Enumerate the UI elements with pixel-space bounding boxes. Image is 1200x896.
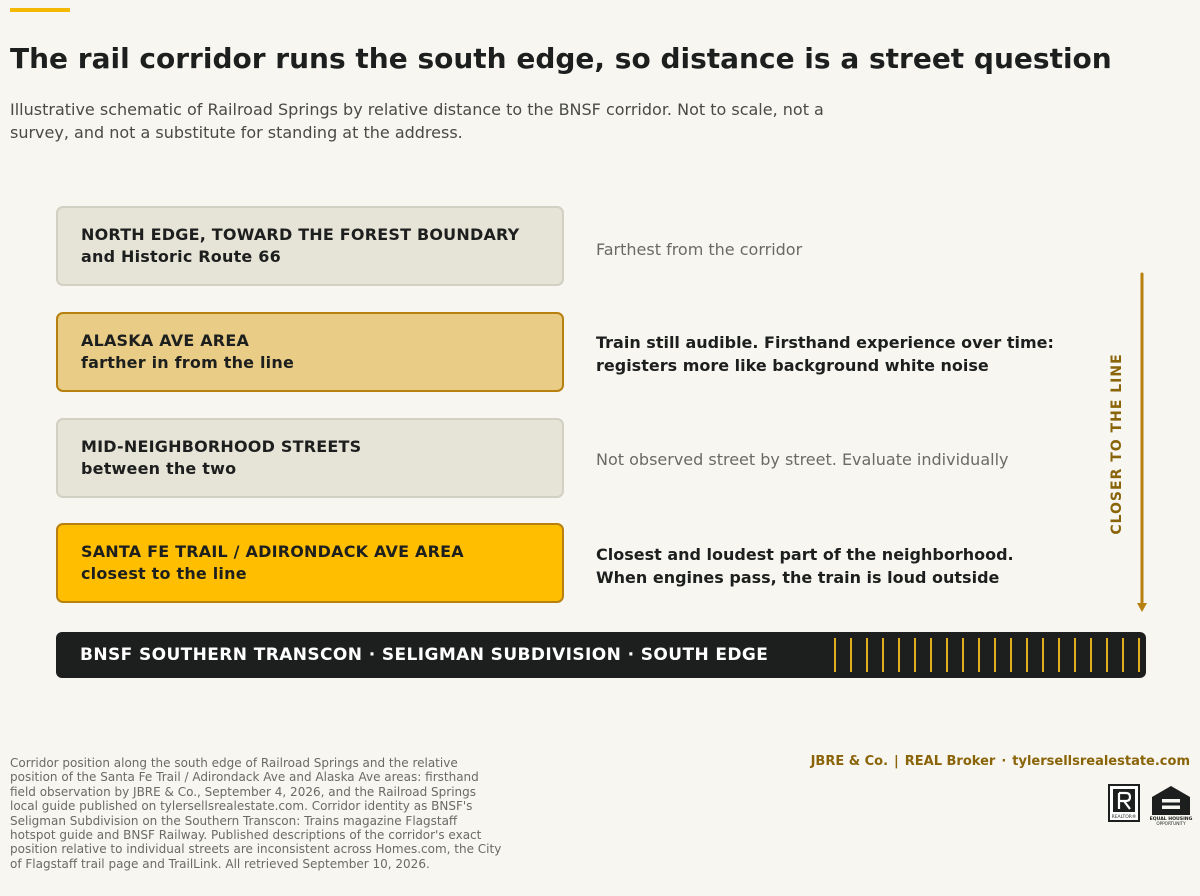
separator: · — [1001, 754, 1007, 769]
separator: | — [894, 754, 899, 769]
zone-title: SANTA FE TRAIL / ADIRONDACK AVE AREA — [81, 542, 464, 561]
zone-note-line: When engines pass, the train is loud outside — [596, 568, 1000, 587]
realtor-logo-icon — [1108, 784, 1140, 822]
accent-bar — [10, 8, 70, 12]
zone-subtitle: between the two — [81, 459, 237, 478]
rail-corridor-bar — [56, 632, 1146, 678]
zone-title: NORTH EDGE, TOWARD THE FOREST BOUNDARY — [81, 225, 520, 244]
realtor-logo-text: REALTOR® — [1111, 815, 1137, 820]
zone-note-line: registers more like background white noise — [596, 356, 989, 375]
broker-name: REAL Broker — [904, 754, 996, 769]
rail-ties-icon — [832, 632, 1146, 678]
zone-alaska-ave — [56, 312, 564, 392]
rail-label: BNSF SOUTHERN TRANSCON · SELIGMAN SUBDIVISION · SOUTH EDGE — [80, 645, 769, 665]
zone-title: MID-NEIGHBORHOOD STREETS — [81, 437, 362, 456]
zone-note-line: Closest and loudest part of the neighborhood. — [596, 545, 1014, 564]
equal-housing-text: EQUAL HOUSING — [1149, 817, 1193, 822]
zone-subtitle: closest to the line — [81, 564, 247, 583]
source-note: Corridor position along the south edge of Railroad Springs and the relative position of the Santa Fe Trail / Adirondack Ave and Alaska Ave areas: firsthand field observation by JBRE & Co., September 4, 2026, and the Railroad Springs local guide published on tylersellsrealestate.com. Corridor identity as BNSF's Seligman Subdivision on the Southern Transcon: Trains magazine Flagstaff hotspot guide and BNSF Railway. Published descriptions of the corridor's exact position relative to individual streets are inconsistent across Homes.com, the City of Flagstaff trail page and TrailLink. All retrieved September 10, 2026. — [10, 756, 502, 871]
website-link[interactable]: tylersellsrealestate.com — [1012, 754, 1190, 769]
arrow-down-icon — [1132, 272, 1152, 616]
zone-subtitle: farther in from the line — [81, 353, 295, 372]
brand-line — [811, 754, 1190, 769]
page-title: The rail corridor runs the south edge, so distance is a street question — [10, 42, 1112, 75]
zone-note-alaska-ave — [596, 331, 1054, 377]
zone-note-north-edge — [596, 238, 802, 261]
zone-note-santa-fe-trail — [596, 543, 1014, 589]
zone-note-line: Not observed street by street. Evaluate individually — [596, 450, 1009, 469]
compliance-logos — [1108, 784, 1193, 826]
zone-santa-fe-trail — [56, 523, 564, 603]
zone-mid-neighborhood — [56, 418, 564, 498]
zone-title: ALASKA AVE AREA — [81, 331, 250, 350]
page-subtitle: Illustrative schematic of Railroad Springs by relative distance to the BNSF corridor. Not to scale, not a survey, and not a substitute for standing at the address. — [10, 100, 824, 142]
zone-subtitle: and Historic Route 66 — [81, 247, 281, 266]
zone-note-mid-neighborhood — [596, 448, 1008, 471]
brand-name: JBRE & Co. — [810, 754, 889, 769]
equal-housing-text: OPPORTUNITY — [1156, 821, 1186, 826]
zone-note-line: Train still audible. Firsthand experience over time: — [596, 333, 1054, 352]
zone-north-edge — [56, 206, 564, 286]
zone-note-line: Farthest from the corridor — [596, 240, 803, 259]
equal-housing-logo-icon — [1149, 784, 1193, 826]
arrow-label-text: CLOSER TO THE LINE — [1109, 353, 1125, 535]
